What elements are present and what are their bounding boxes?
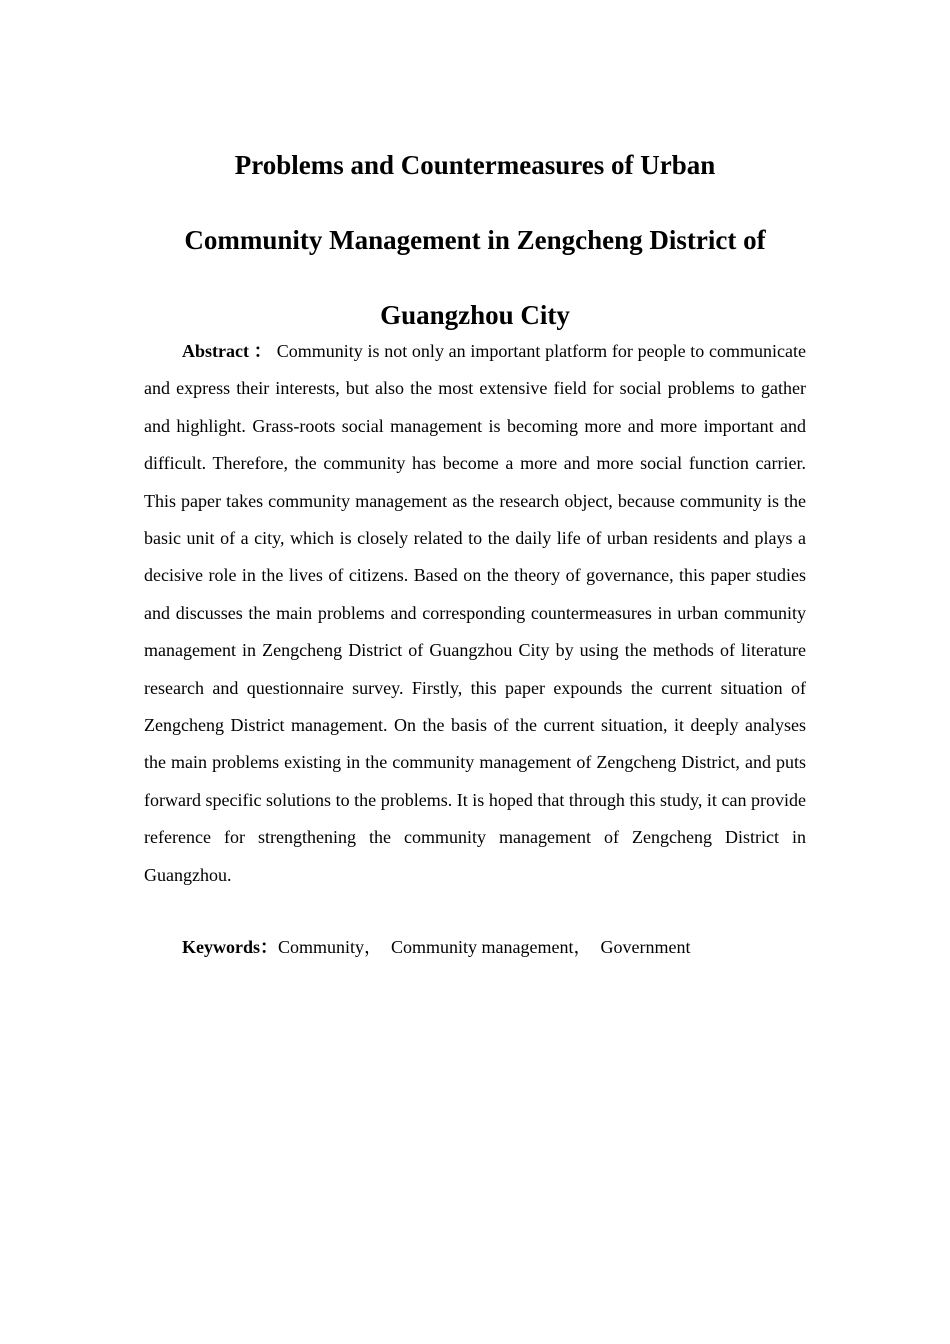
paper-title: [120, 128, 830, 353]
keywords-list: Community， Community management， Government: [278, 937, 691, 957]
title-line-1: Problems and Countermeasures of Urban: [234, 150, 716, 180]
keywords-label: Keywords：: [182, 937, 278, 957]
keywords-line: [144, 929, 806, 966]
abstract-paragraph: [144, 333, 806, 894]
title-line-3: Guangzhou City: [380, 300, 570, 330]
title-line-2: Community Management in Zengcheng District of: [184, 225, 766, 255]
abstract-text: Community is not only an important platform for people to communicate and express their interests, but also the most extensive field for social problems to gather and highlight. Grass-roots social management is becoming more and more important and difficult. Therefore, the community has become a more and more social function carrier. This paper takes community management as the research object, because community is the basic unit of a city, which is closely related to the daily life of urban residents and plays a decisive role in the lives of citizens. Based on the theory of governance, this paper studies and discusses the main problems and corresponding countermeasures in urban community management in Zengcheng District of Guangzhou City by using the methods of literature research and questionnaire survey. Firstly, this paper expounds the current situation of Zengcheng District management. On the basis of the current situation, it deeply analyses the main problems existing in the community management of Zengcheng District, and puts forward specific solutions to the problems. It is hoped that through this study, it can provide reference for strengthening the community management of Zengcheng District in Guangzhou.: [144, 341, 806, 885]
abstract-label: Abstract ：: [182, 341, 277, 361]
